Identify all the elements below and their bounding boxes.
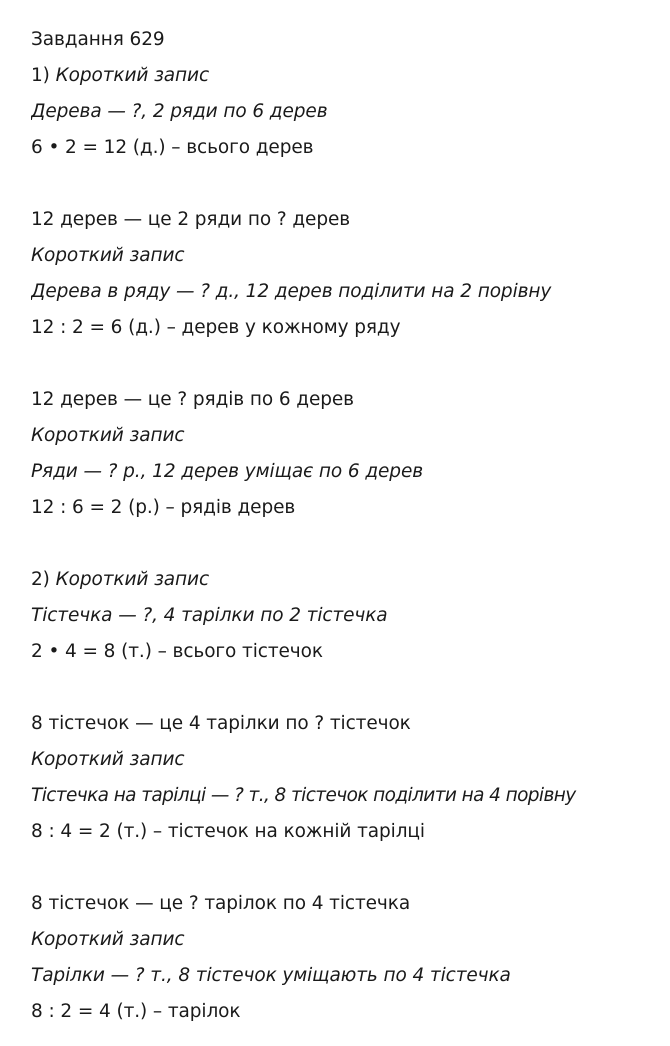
part1-heading-label: Короткий запис: [55, 65, 210, 86]
part1-block2-record: Дерева в ряду — ? д., 12 дерев поділити на 2 порівну: [31, 281, 552, 302]
part2-block3-question: 8 тістечок — це ? тарілок по 4 тістечка: [31, 893, 411, 914]
spacer: [31, 850, 661, 886]
part1-block3-record: Ряди — ? р., 12 дерев уміщає по 6 дерев: [31, 461, 424, 482]
part1-number: 1): [31, 65, 50, 86]
part1-block2-question: 12 дерев — це 2 ряди по ? дерев: [31, 209, 351, 230]
part2-block2-question: 8 тістечок — це 4 тарілки по ? тістечок: [31, 713, 411, 734]
part2-block2-solution: 8 : 4 = 2 (т.) – тістечок на кожній тарілці: [31, 821, 425, 842]
spacer: [31, 670, 661, 706]
part2-block2-record: Тістечка на тарілці — ? т., 8 тістечок поділити на 4 порівну: [31, 785, 576, 806]
spacer: [31, 526, 661, 562]
task-title: Завдання 629: [31, 29, 165, 50]
part1-block3-question: 12 дерев — це ? рядів по 6 дерев: [31, 389, 354, 410]
part1-block2-label: Короткий запис: [31, 245, 185, 266]
document-body: [31, 22, 661, 1030]
part2-number: 2): [31, 569, 50, 590]
part1-block2-solution: 12 : 2 = 6 (д.) – дерев у кожному ряду: [31, 317, 401, 338]
part2-heading-label: Короткий запис: [55, 569, 210, 590]
part2-block2-label: Короткий запис: [31, 749, 185, 770]
part1-block3-solution: 12 : 6 = 2 (р.) – рядів дерев: [31, 497, 296, 518]
part1-heading: [31, 58, 661, 94]
spacer: [31, 346, 661, 382]
part2-block3-label: Короткий запис: [31, 929, 185, 950]
part2-heading: [31, 562, 661, 598]
part1-block1-solution: 6 • 2 = 12 (д.) – всього дерев: [31, 137, 314, 158]
part2-block3-solution: 8 : 2 = 4 (т.) – тарілок: [31, 1001, 241, 1022]
part1-block1-record: Дерева — ?, 2 ряди по 6 дерев: [31, 101, 328, 122]
part2-block3-record: Тарілки — ? т., 8 тістечок уміщають по 4 тістечка: [31, 965, 511, 986]
part1-block3-label: Короткий запис: [31, 425, 185, 446]
part2-block1-record: Тістечка — ?, 4 тарілки по 2 тістечка: [31, 605, 388, 626]
spacer: [31, 166, 661, 202]
part2-block1-solution: 2 • 4 = 8 (т.) – всього тістечок: [31, 641, 323, 662]
